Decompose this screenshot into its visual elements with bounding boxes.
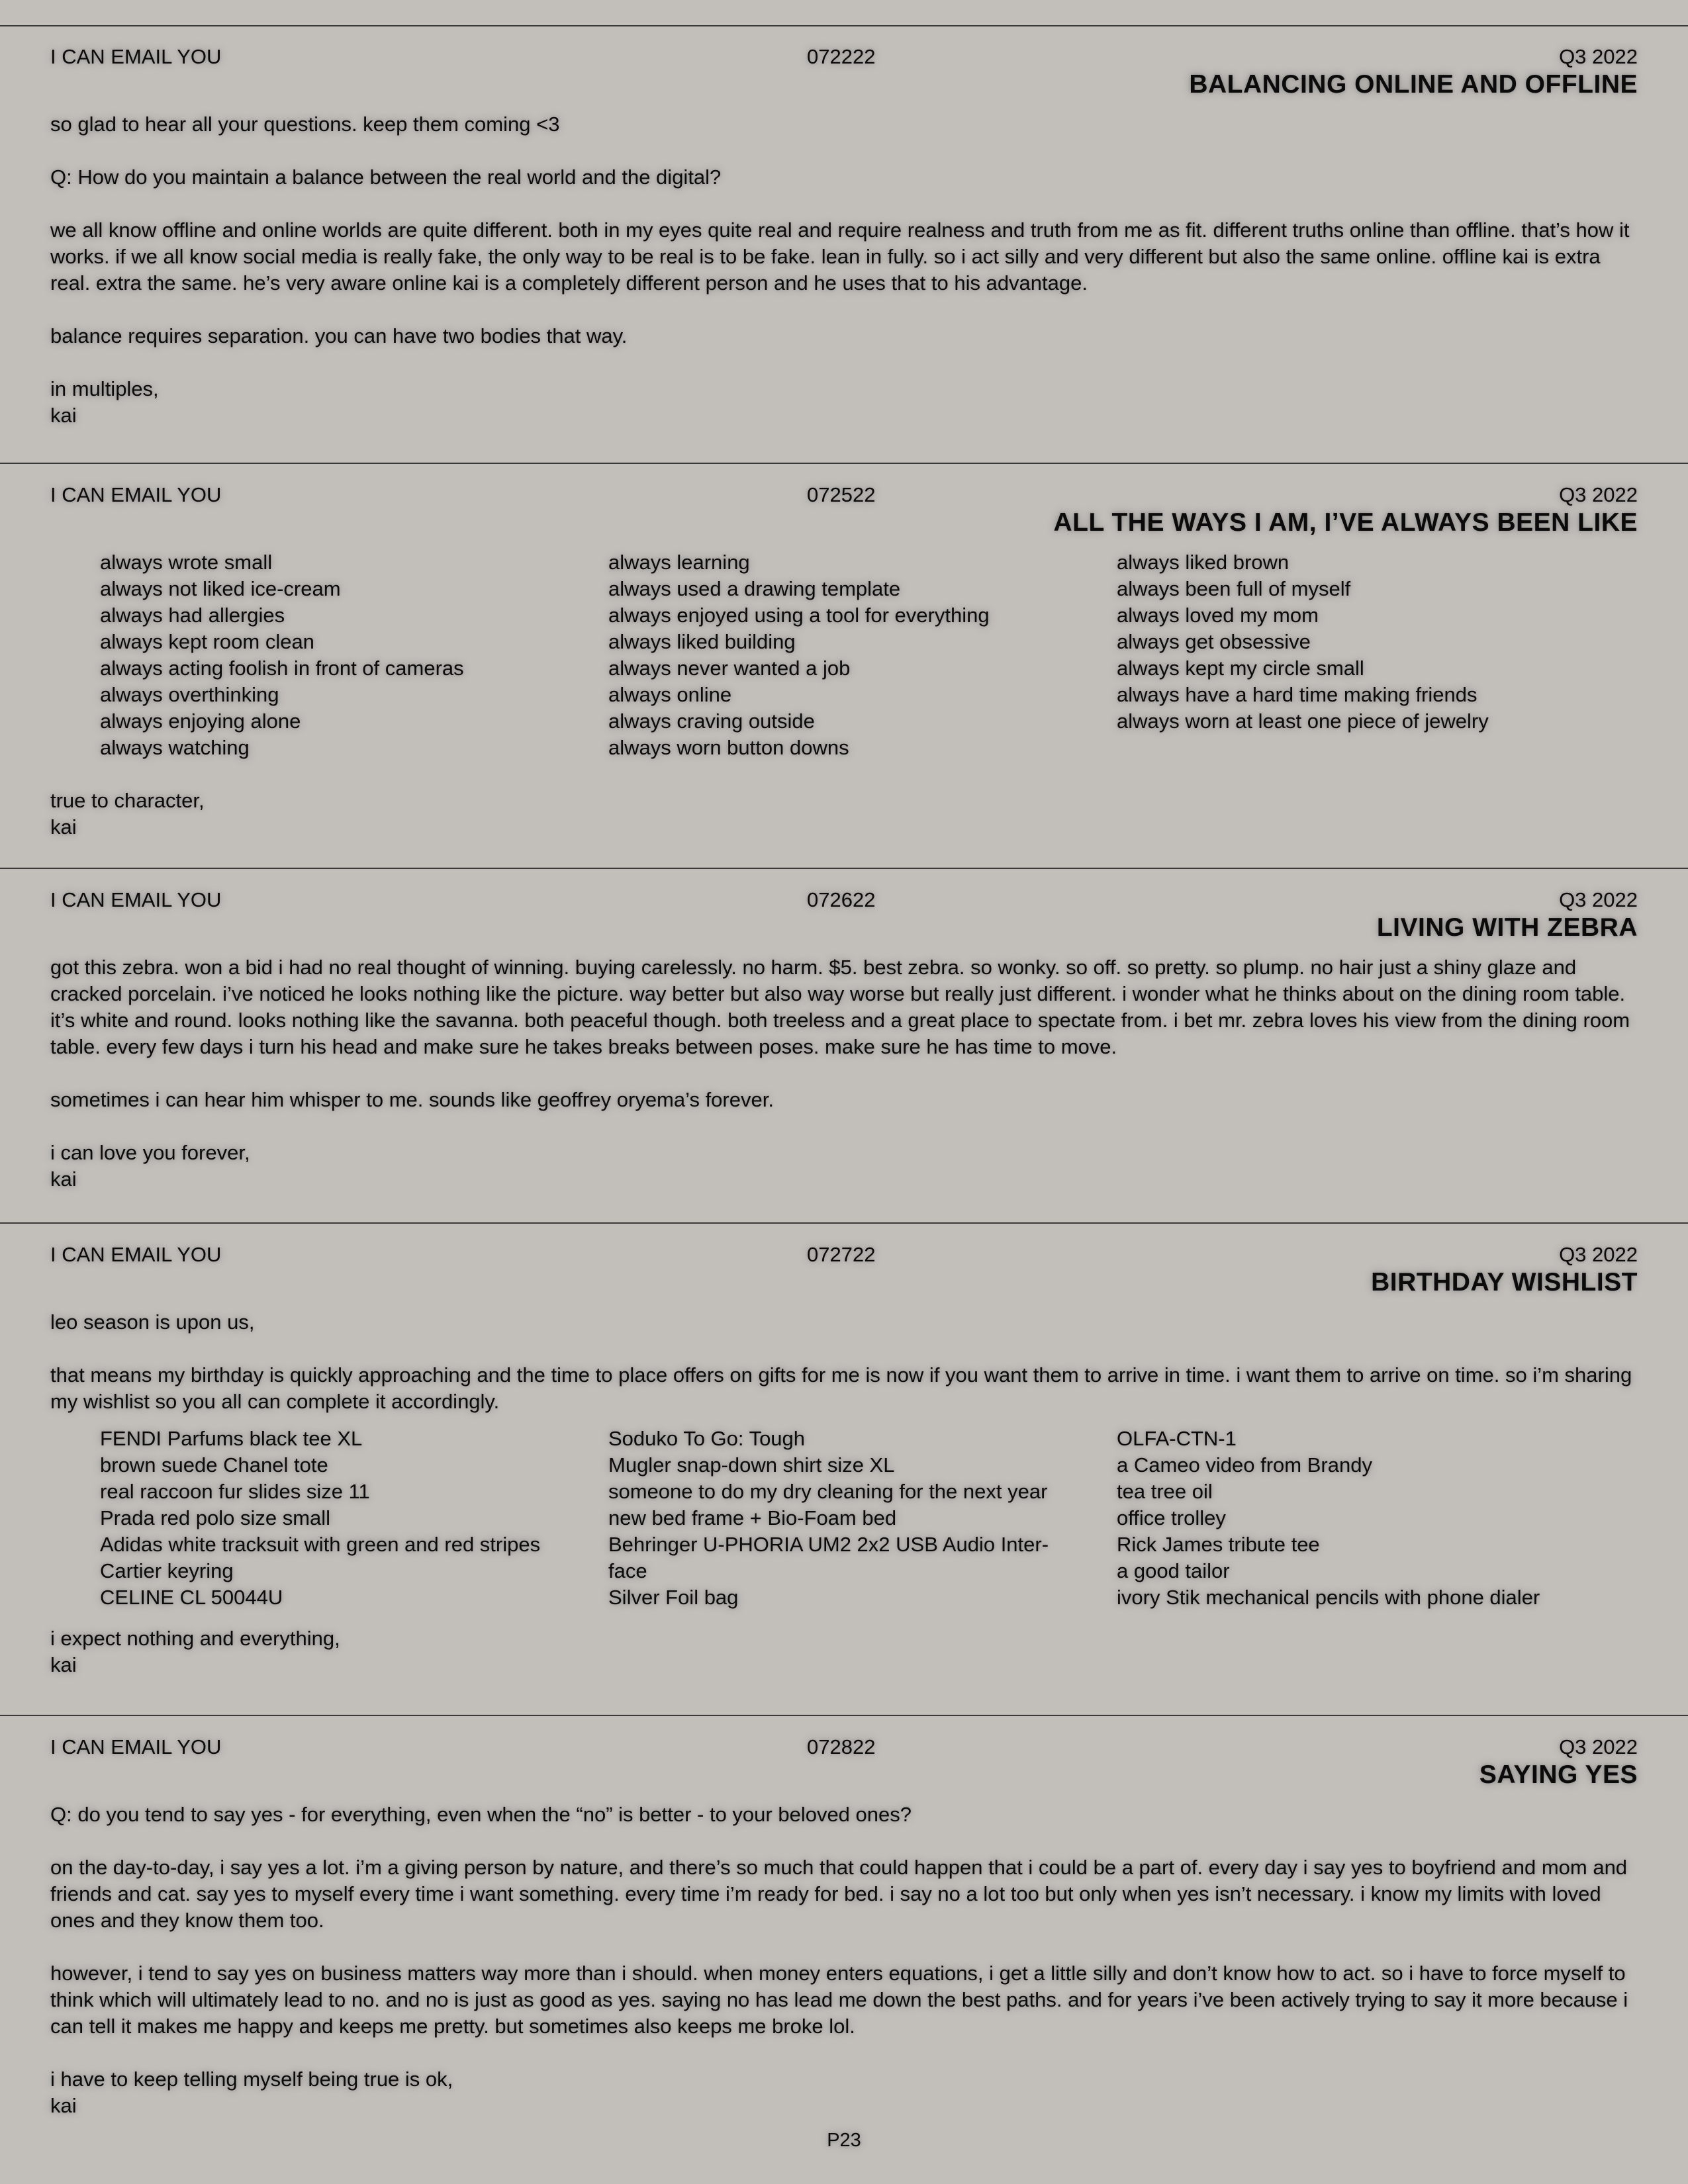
- list-item: always liked building: [608, 630, 796, 653]
- entry-balancing-online-offline: [50, 44, 1638, 429]
- signoff: [50, 2066, 1638, 2119]
- entry-meta: [50, 1734, 1638, 1760]
- paragraph: on the day-to-day, i say yes a lot. i’m a giving person by nature, and there’s so much that could happen that i could be a part of. every day i say yes to boyfriend and mom and friends and cat. say yes to myself every time i want something. every time i’m ready for bed. i say no a lot too but only when yes isn’t necessary. i know my limits with loved ones and they know them too.: [50, 1856, 1628, 1932]
- signoff-line: i have to keep telling myself being true is ok,: [50, 2068, 453, 2091]
- paragraph: so glad to hear all your questions. keep them coming <3: [50, 113, 560, 136]
- entry-quarter: Q3 2022: [1559, 1243, 1638, 1266]
- wishlist-item: a Cameo video from Brandy: [1117, 1453, 1372, 1477]
- signoff-name: kai: [50, 1653, 77, 1676]
- list-item: always overthinking: [100, 683, 279, 706]
- list-column-1: [100, 549, 608, 761]
- wishlist-item: Mugler snap-down shirt size XL: [608, 1453, 895, 1477]
- paragraph: balance requires separation. you can have two bodies that way.: [50, 324, 628, 347]
- list-item: always worn button downs: [608, 736, 849, 759]
- entry-all-the-ways: [50, 482, 1638, 841]
- wishlist-item: CELINE CL 50044U: [100, 1586, 283, 1609]
- wishlist-item: tea tree oil: [1117, 1480, 1213, 1503]
- list-item: always watching: [100, 736, 250, 759]
- wishlist-item: Cartier keyring: [100, 1559, 234, 1582]
- paragraph: Q: do you tend to say yes - for everything, even when the “no” is better - to your beloved ones?: [50, 1803, 912, 1826]
- entry-title: BIRTHDAY WISHLIST: [1371, 1268, 1638, 1297]
- list-item: always wrote small: [100, 551, 273, 574]
- entry-meta: [50, 887, 1638, 913]
- wishlist-column-2: [608, 1426, 1117, 1611]
- wishlist-item: OLFA-CTN-1: [1117, 1427, 1237, 1450]
- paragraph: leo season is upon us,: [50, 1310, 255, 1334]
- entry-code: 072822: [807, 1735, 876, 1758]
- list-item: always acting foolish in front of cameras: [100, 657, 464, 680]
- divider-1: [0, 463, 1688, 464]
- entry-code: 072522: [807, 483, 876, 506]
- wishlist-item: Adidas white tracksuit with green and red stripes: [100, 1533, 541, 1556]
- wishlist-item: new bed frame + Bio-Foam bed: [608, 1506, 897, 1529]
- wishlist-item: ivory Stik mechanical pencils with phone dialer: [1117, 1586, 1540, 1609]
- entry-title: BALANCING ONLINE AND OFFLINE: [1189, 70, 1638, 99]
- signoff-line: in multiples,: [50, 377, 159, 400]
- list-item: always worn at least one piece of jewelry: [1117, 709, 1489, 733]
- entry-quarter: Q3 2022: [1559, 483, 1638, 506]
- signoff-name: kai: [50, 2094, 77, 2117]
- list-columns: [50, 549, 1638, 761]
- series-label: I CAN EMAIL YOU: [50, 1243, 222, 1266]
- paragraph: sometimes i can hear him whisper to me. sounds like geoffrey oryema’s forever.: [50, 1088, 774, 1111]
- wishlist-item: real raccoon fur slides size 11: [100, 1480, 370, 1503]
- paragraph: that means my birthday is quickly approaching and the time to place offers on gifts for me is now if you want them to arrive in time. i want them to arrive on time. so i’m sharing my wishlist so you all can complete it accordingly.: [50, 1363, 1632, 1413]
- list-column-2: [608, 549, 1117, 761]
- signoff-line: i can love you forever,: [50, 1141, 250, 1164]
- wishlist-item: someone to do my dry cleaning for the next year: [608, 1480, 1048, 1503]
- list-item: always loved my mom: [1117, 604, 1319, 627]
- list-item: always kept my circle small: [1117, 657, 1364, 680]
- wishlist-item: Rick James tribute tee: [1117, 1533, 1320, 1556]
- series-label: I CAN EMAIL YOU: [50, 888, 222, 911]
- signoff-line: true to character,: [50, 789, 205, 812]
- entry-quarter: Q3 2022: [1559, 1735, 1638, 1758]
- wishlist-item: FENDI Parfums black tee XL: [100, 1427, 363, 1450]
- list-item: always kept room clean: [100, 630, 314, 653]
- signoff-name: kai: [50, 815, 77, 839]
- list-item: always get obsessive: [1117, 630, 1311, 653]
- wishlist-item: Soduko To Go: Tough: [608, 1427, 806, 1450]
- signoff: [50, 376, 1638, 429]
- paragraph: we all know offline and online worlds are quite different. both in my eyes quite real and require realness and truth from me as fit. different truths online than offline. that’s how it works. if we all know social media is really fake, the only way to be real is to be fake. lean in fully. so i act silly and very different but also the same online. offline kai is extra real. extra the same. he’s very aware online kai is a completely different person and he uses that to his advantage.: [50, 218, 1630, 295]
- signoff: [50, 788, 1638, 841]
- entry-title: SAYING YES: [1479, 1760, 1638, 1789]
- list-item: always have a hard time making friends: [1117, 683, 1477, 706]
- wishlist-column-3: [1117, 1426, 1625, 1611]
- list-column-3: [1117, 549, 1625, 761]
- entry-code: 072222: [807, 45, 876, 68]
- entry-meta: [50, 482, 1638, 508]
- page-number: P23: [827, 2130, 861, 2151]
- list-item: always online: [608, 683, 732, 706]
- signoff-line: i expect nothing and everything,: [50, 1627, 340, 1650]
- list-item: always learning: [608, 551, 750, 574]
- wishlist-item: Prada red polo size small: [100, 1506, 331, 1529]
- entry-living-with-zebra: [50, 887, 1638, 1193]
- entry-meta: [50, 1242, 1638, 1268]
- entry-birthday-wishlist: [50, 1242, 1638, 1678]
- paragraph: however, i tend to say yes on business matters way more than i should. when money enters equations, i get a little silly and don’t know how to act. so i have to force myself to think which will ultimately lead to no. and no is just as good as yes. saying no has lead me down the best paths. and for years i’ve been actively trying to say it more because i can tell it makes me happy and keeps me pretty. but sometimes also keeps me broke lol.: [50, 1962, 1628, 2038]
- list-item: always enjoyed using a tool for everything: [608, 604, 990, 627]
- entry-quarter: Q3 2022: [1559, 888, 1638, 911]
- list-item: always liked brown: [1117, 551, 1289, 574]
- series-label: I CAN EMAIL YOU: [50, 1735, 222, 1758]
- divider-top: [0, 25, 1688, 26]
- wishlist-column-1: [100, 1426, 608, 1611]
- divider-3: [0, 1222, 1688, 1224]
- list-item: always used a drawing template: [608, 577, 901, 600]
- entry-meta: [50, 44, 1638, 70]
- wishlist-item: Silver Foil bag: [608, 1586, 739, 1609]
- wishlist-item: office trolley: [1117, 1506, 1226, 1529]
- entry-code: 072722: [807, 1243, 876, 1266]
- list-item: always not liked ice-cream: [100, 577, 341, 600]
- wishlist-columns: [50, 1426, 1638, 1611]
- paragraph: got this zebra. won a bid i had no real thought of winning. buying carelessly. no harm. $5. best zebra. so wonky. so off. so pretty. so plump. no hair just a shiny glaze and cracked porcelain. i’ve noticed he looks nothing like the picture. way better but also way worse but really just different. i wonder what he thinks about on the dining room table. it’s white and round. looks nothing like the savanna. both peaceful though. both treeless and a great place to spectate from. i bet mr. zebra loves his view from the dining room table. every few days i turn his head and make sure he takes breaks between poses. make sure he has time to move.: [50, 956, 1630, 1058]
- wishlist-item: brown suede Chanel tote: [100, 1453, 328, 1477]
- divider-2: [0, 868, 1688, 869]
- list-item: always craving outside: [608, 709, 815, 733]
- entry-title: LIVING WITH ZEBRA: [1376, 913, 1638, 942]
- entry-quarter: Q3 2022: [1559, 45, 1638, 68]
- wishlist-item: Behringer U-PHORIA UM2 2x2 USB Audio Inter-face: [608, 1533, 1049, 1582]
- list-item: always enjoying alone: [100, 709, 301, 733]
- paragraph: Q: How do you maintain a balance between the real world and the digital?: [50, 165, 722, 189]
- divider-4: [0, 1715, 1688, 1716]
- entry-title: ALL THE WAYS I AM, I’VE ALWAYS BEEN LIKE: [1053, 508, 1638, 537]
- entry-code: 072622: [807, 888, 876, 911]
- signoff: [50, 1140, 1638, 1193]
- signoff-name: kai: [50, 404, 77, 427]
- list-item: always been full of myself: [1117, 577, 1351, 600]
- wishlist-item: a good tailor: [1117, 1559, 1230, 1582]
- series-label: I CAN EMAIL YOU: [50, 45, 222, 68]
- list-item: always had allergies: [100, 604, 285, 627]
- series-label: I CAN EMAIL YOU: [50, 483, 222, 506]
- signoff: [50, 1625, 1638, 1678]
- signoff-name: kai: [50, 1167, 77, 1191]
- entry-saying-yes: [50, 1734, 1638, 2119]
- list-item: always never wanted a job: [608, 657, 851, 680]
